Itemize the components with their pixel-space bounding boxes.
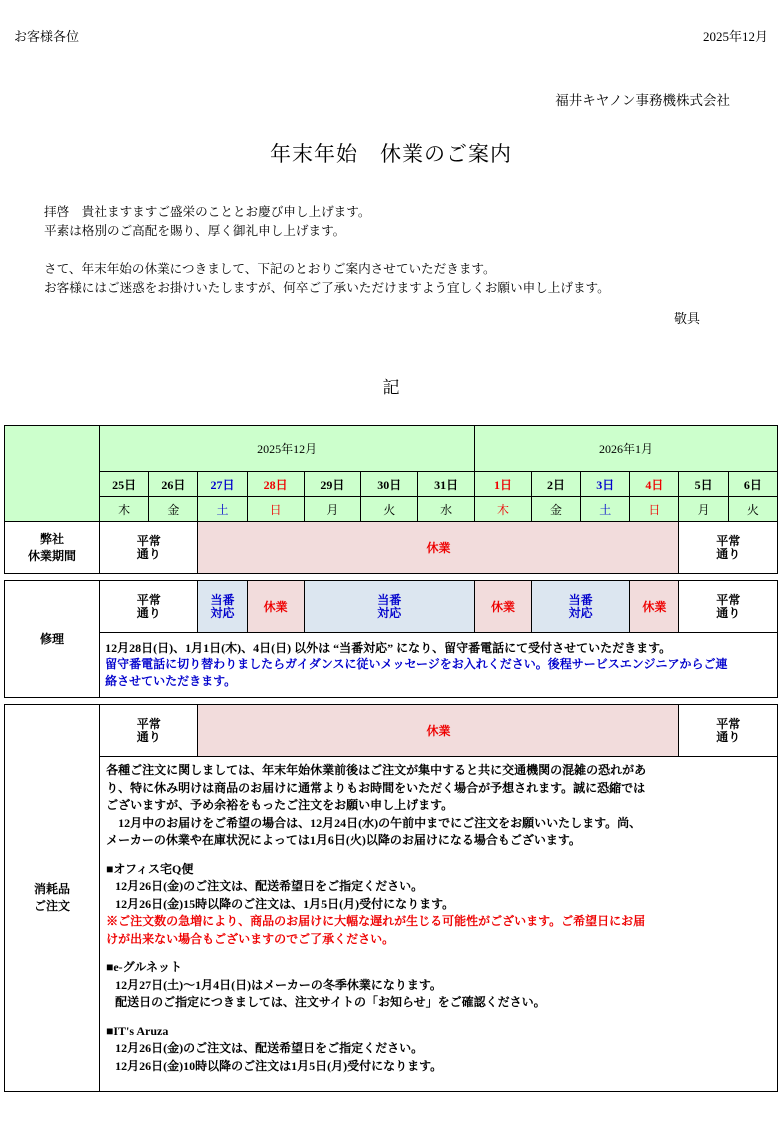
repair-duty-dec29-31 bbox=[304, 581, 475, 633]
row-repair-note bbox=[5, 633, 778, 698]
supplies-section-1-line-2: 12月26日(金)15時以降のご注文は、1月5日(月)受付になります。 bbox=[115, 896, 455, 911]
letter-header bbox=[0, 26, 782, 45]
date-cell-2: 2日 bbox=[531, 472, 580, 497]
date-cell-28: 28日 bbox=[247, 472, 304, 497]
supplies-para1-line-2: り、特に休み明けは商品のお届けに通常よりもお時間をいただく場合が予想されます。誠に恐縮では bbox=[106, 780, 646, 795]
spacer-cell-2 bbox=[5, 698, 778, 705]
repair-duty-dec27 bbox=[198, 581, 247, 633]
status-normal-jan5-6 bbox=[679, 522, 778, 574]
date-cell-6: 6日 bbox=[728, 472, 777, 497]
supplies-gap-2 bbox=[106, 948, 771, 959]
month-label-jan: 2026年1月 bbox=[475, 426, 778, 472]
supplies-gap-1 bbox=[106, 850, 771, 861]
status-line-1: 平常 bbox=[136, 716, 161, 731]
supplies-para1-line-1: 各種ご注文に関しましては、年末年始休業前後はご注文が集中すると共に交通機関の混雑の恐れがあ bbox=[106, 763, 647, 777]
weekday-cell-5: 月 bbox=[679, 497, 728, 522]
date-cell-5: 5日 bbox=[679, 472, 728, 497]
spacer-cell bbox=[5, 574, 778, 581]
supplies-section-2-line-1: 12月27日(土)〜1月4日(日)はメーカーの冬季休業になります。 bbox=[115, 977, 442, 992]
issue-date: 2025年12月 bbox=[702, 29, 768, 44]
date-cell-31: 31日 bbox=[418, 472, 475, 497]
status-line-2: 対応 bbox=[377, 605, 402, 620]
supplies-section-1-line-1: 12月26日(金)のご注文は、配送希望日をご指定ください。 bbox=[115, 879, 424, 893]
status-line-1: 平常 bbox=[136, 592, 161, 607]
date-cell-1: 1日 bbox=[475, 472, 532, 497]
weekday-cell-6: 火 bbox=[728, 497, 777, 522]
status-line-2: 通り bbox=[716, 605, 741, 620]
greeting-line-2: 平素は格別のご高配を賜り、厚く御礼申し上げます。 bbox=[44, 224, 346, 238]
repair-closed-jan4: 休業 bbox=[630, 581, 679, 633]
row-label-line-2: ご注文 bbox=[34, 899, 71, 913]
weekday-cell-2: 金 bbox=[531, 497, 580, 522]
date-cell-30: 30日 bbox=[361, 472, 418, 497]
supplies-section-1-warning-line-2: けが出来ない場合もございますのでご了承ください。 bbox=[106, 931, 395, 946]
corner-cell bbox=[5, 426, 100, 522]
supplies-section-3-line-1: 12月26日(金)のご注文は、配送希望日をご指定ください。 bbox=[115, 1041, 424, 1055]
repair-note-line-1: 12月28日(日)、1月1日(木)、4日(日) 以外は “当番対応” になり、留守番電話にて受付させていただきます。 bbox=[105, 640, 672, 655]
row-label-repair: 修理 bbox=[5, 581, 100, 698]
weekday-cell-3: 土 bbox=[581, 497, 630, 522]
greeting-line-1: 拝啓 貴社ますますご盛栄のこととお慶び申し上げます。 bbox=[44, 205, 371, 219]
repair-duty-jan2-3 bbox=[531, 581, 629, 633]
row-company-holiday bbox=[5, 522, 778, 574]
row-repair-status bbox=[5, 581, 778, 633]
row-label-line-1: 弊社 bbox=[40, 531, 65, 546]
status-line-2: 対応 bbox=[210, 605, 235, 620]
weekday-cell-30: 火 bbox=[361, 497, 418, 522]
supplies-normal-jan5-6 bbox=[679, 705, 778, 757]
supplies-para1-line-3: ございますが、予め余裕をもったご注文をお願い申し上げます。 bbox=[106, 798, 454, 812]
date-cell-4: 4日 bbox=[630, 472, 679, 497]
letter-body bbox=[44, 203, 610, 298]
paragraph-gap bbox=[44, 241, 610, 260]
date-cell-27: 27日 bbox=[198, 472, 247, 497]
status-line-1: 平常 bbox=[716, 592, 741, 607]
status-line-2: 通り bbox=[136, 546, 161, 561]
supplies-section-1-warning-line-1: ※ご注文数の急増により、商品のお届けに大幅な遅れが生じる可能性がございます。ご希望日にお届 bbox=[106, 914, 646, 928]
date-cell-29: 29日 bbox=[304, 472, 361, 497]
row-supplies-status bbox=[5, 705, 778, 757]
weekday-cell-29: 月 bbox=[304, 497, 361, 522]
date-header-row bbox=[5, 472, 778, 497]
weekday-cell-1: 木 bbox=[475, 497, 532, 522]
status-line-1: 当番 bbox=[377, 592, 402, 607]
repair-normal-jan5-6 bbox=[679, 581, 778, 633]
supplies-section-2-line-2: 配送日のご指定につきましては、注文サイトの「お知らせ」をご確認ください。 bbox=[115, 995, 546, 1009]
status-line-2: 通り bbox=[136, 605, 161, 620]
row-label-line-2: 休業期間 bbox=[28, 548, 77, 563]
date-cell-3: 3日 bbox=[581, 472, 630, 497]
supplies-gap-3 bbox=[106, 1012, 771, 1023]
repair-note bbox=[100, 633, 778, 698]
addressee: お客様各位 bbox=[14, 29, 80, 44]
status-line-1: 平常 bbox=[716, 533, 741, 548]
weekday-cell-28: 日 bbox=[247, 497, 304, 522]
supplies-para2-line-2: メーカーの休業や在庫状況によっては1月6日(火)以降のお届けになる場合もございます。 bbox=[106, 833, 581, 847]
repair-closed-jan1: 休業 bbox=[475, 581, 532, 633]
status-line-2: 通り bbox=[716, 546, 741, 561]
supplies-section-2-heading: ■e-グルネット bbox=[106, 960, 182, 974]
row-supplies-note bbox=[5, 757, 778, 1092]
closing-salutation: 敬具 bbox=[673, 311, 700, 326]
repair-normal-dec25-26 bbox=[100, 581, 198, 633]
schedule-table-wrapper bbox=[4, 425, 778, 1092]
status-line-2: 通り bbox=[716, 729, 741, 744]
supplies-closed-dec27-jan4: 休業 bbox=[198, 705, 679, 757]
supplies-note bbox=[100, 757, 778, 1092]
table-section-spacer-2 bbox=[5, 698, 778, 705]
status-line-2: 対応 bbox=[568, 605, 593, 620]
repair-closed-dec28: 休業 bbox=[247, 581, 304, 633]
date-cell-25: 25日 bbox=[100, 472, 149, 497]
supplies-para2-line-1: 12月中のお届けをご希望の場合は、12月24日(水)の午前中までにご注文をお願いいたします。尚、 bbox=[118, 815, 642, 830]
row-label-supplies bbox=[5, 705, 100, 1092]
supplies-section-1-heading: ■オフィス宅Q便 bbox=[106, 861, 194, 876]
weekday-header-row bbox=[5, 497, 778, 522]
status-line-2: 通り bbox=[136, 729, 161, 744]
supplies-normal-dec25-26 bbox=[100, 705, 198, 757]
status-closed-dec27-jan4: 休業 bbox=[198, 522, 679, 574]
row-label-company-holiday bbox=[5, 522, 100, 574]
status-normal-dec25-26 bbox=[100, 522, 198, 574]
repair-note-line-2: 留守番電話に切り替わりましたらガイダンスに従いメッセージをお入れください。後程サービスエンジニアからご連 bbox=[105, 657, 728, 672]
supplies-section-3-heading: ■IT's Aruza bbox=[106, 1023, 169, 1038]
supplies-section-3-line-2: 12月26日(金)10時以降のご注文は1月5日(月)受付になります。 bbox=[115, 1058, 443, 1073]
month-header-row bbox=[5, 426, 778, 472]
status-line-1: 当番 bbox=[568, 592, 593, 607]
body-line-1: さて、年末年始の休業につきまして、下記のとおりご案内させていただきます。 bbox=[44, 262, 496, 276]
row-label-line-1: 消耗品 bbox=[34, 882, 71, 896]
repair-note-line-3: 絡させていただきます。 bbox=[105, 673, 237, 688]
body-line-2: お客様にはご迷惑をお掛けいたしますが、何卒ご了承いただけますよう宜しくお願い申し上げます。 bbox=[44, 281, 610, 295]
schedule-table bbox=[4, 425, 778, 1092]
weekday-cell-25: 木 bbox=[100, 497, 149, 522]
status-line-1: 平常 bbox=[716, 716, 741, 731]
weekday-cell-4: 日 bbox=[630, 497, 679, 522]
issuer-company: 福井キヤノン事務機株式会社 bbox=[555, 93, 730, 108]
weekday-cell-31: 水 bbox=[418, 497, 475, 522]
month-label-dec: 2025年12月 bbox=[100, 426, 475, 472]
status-line-1: 当番 bbox=[210, 592, 235, 607]
status-line-1: 平常 bbox=[136, 533, 161, 548]
ki-heading: 記 bbox=[382, 378, 400, 397]
date-cell-26: 26日 bbox=[149, 472, 198, 497]
table-section-spacer bbox=[5, 574, 778, 581]
weekday-cell-26: 金 bbox=[149, 497, 198, 522]
weekday-cell-27: 土 bbox=[198, 497, 247, 522]
page-title: 年末年始 休業のご案内 bbox=[270, 142, 512, 166]
